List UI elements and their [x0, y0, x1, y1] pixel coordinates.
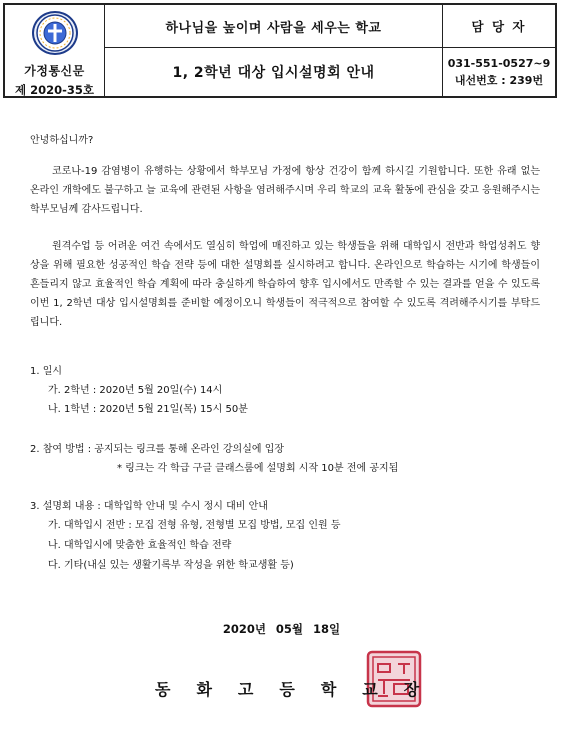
content-item: 가. 대학입시 전반 : 모집 전형 유형, 전형별 모집 방법, 모집 인원 등 — [48, 520, 341, 531]
document-title: 1, 2학년 대상 입시설명회 안내 — [105, 48, 443, 96]
content-item: 다. 기타(내실 있는 생활기록부 작성을 위한 학교생활 등) — [48, 560, 294, 571]
principal-signature: 동화고등학교장 — [155, 680, 446, 699]
section-schedule-heading: 1. 일시 — [30, 366, 63, 377]
contact-info — [443, 48, 555, 96]
header-logo-block — [5, 5, 105, 96]
section-method-heading: 2. 참여 방법 : 공지되는 링크를 통해 온라인 강의실에 입장 — [30, 444, 285, 455]
paragraph-purpose: 원격수업 등 어려운 여건 속에서도 열심히 학업에 매진하고 있는 학생들을 위해 대학입시 전반과 학업성취도 향상을 위해 필요한 성공적인 학습 전략 등에 대한 설명회를 실시하려고 합니다. 온라인으로 학습하는 시기에 학생들이 흔들리지 않고 효율적인 학습 계획에 따라 충실하게 학습하여 향후 입시에서도 만족할 수 있는 결과를 얻을 수 있도록 이번 1, 2학년 대상 입시설명회를 준비할 예정이오니 학생들이 적극적으로 참여할 수 있도록 격려해주시기를 부탁드립니다. — [30, 241, 540, 328]
contact-extension: 내선번호 : 239번 — [454, 74, 544, 87]
school-motto: 하나님을 높이며 사람을 세우는 학교 — [105, 5, 443, 48]
section-content-heading: 3. 설명회 내용 : 대학입학 안내 및 수시 정시 대비 안내 — [30, 501, 268, 512]
school-emblem-icon — [35, 13, 75, 53]
content-item: 나. 대학입시에 맞춤한 효율적인 학습 전략 — [48, 540, 232, 551]
contact-phone: 031-551-0527~9 — [447, 57, 551, 70]
greeting: 안녕하십니까? — [30, 135, 94, 146]
issue-date: 2020년 05월 18일 — [222, 622, 341, 636]
paragraph-intro: 코로나-19 감염병이 유행하는 상황에서 학부모님 가정에 항상 건강이 함께 하시길 기원합니다. 또한 유래 없는 온라인 개학에도 불구하고 늘 교육에 관련된 사항을 염려해주시며 우리 학교의 교육 활동에 관심을 갖고 응원해주시는 학부모님께 감사드립니다. — [30, 166, 540, 215]
schedule-item: 나. 1학년 : 2020년 5월 21일(목) 15시 50분 — [48, 404, 248, 415]
school-logo-icon — [32, 11, 78, 55]
method-note: * 링크는 각 학급 구글 클래스룸에 설명회 시작 10분 전에 공지됨 — [117, 463, 399, 474]
schedule-item: 가. 2학년 : 2020년 5월 20일(수) 14시 — [48, 385, 223, 396]
document-header — [3, 3, 557, 98]
newsletter-number: 제 2020-35호 — [14, 83, 94, 97]
newsletter-name: 가정통신문 — [24, 64, 85, 78]
contact-label: 담 당 자 — [443, 5, 555, 48]
